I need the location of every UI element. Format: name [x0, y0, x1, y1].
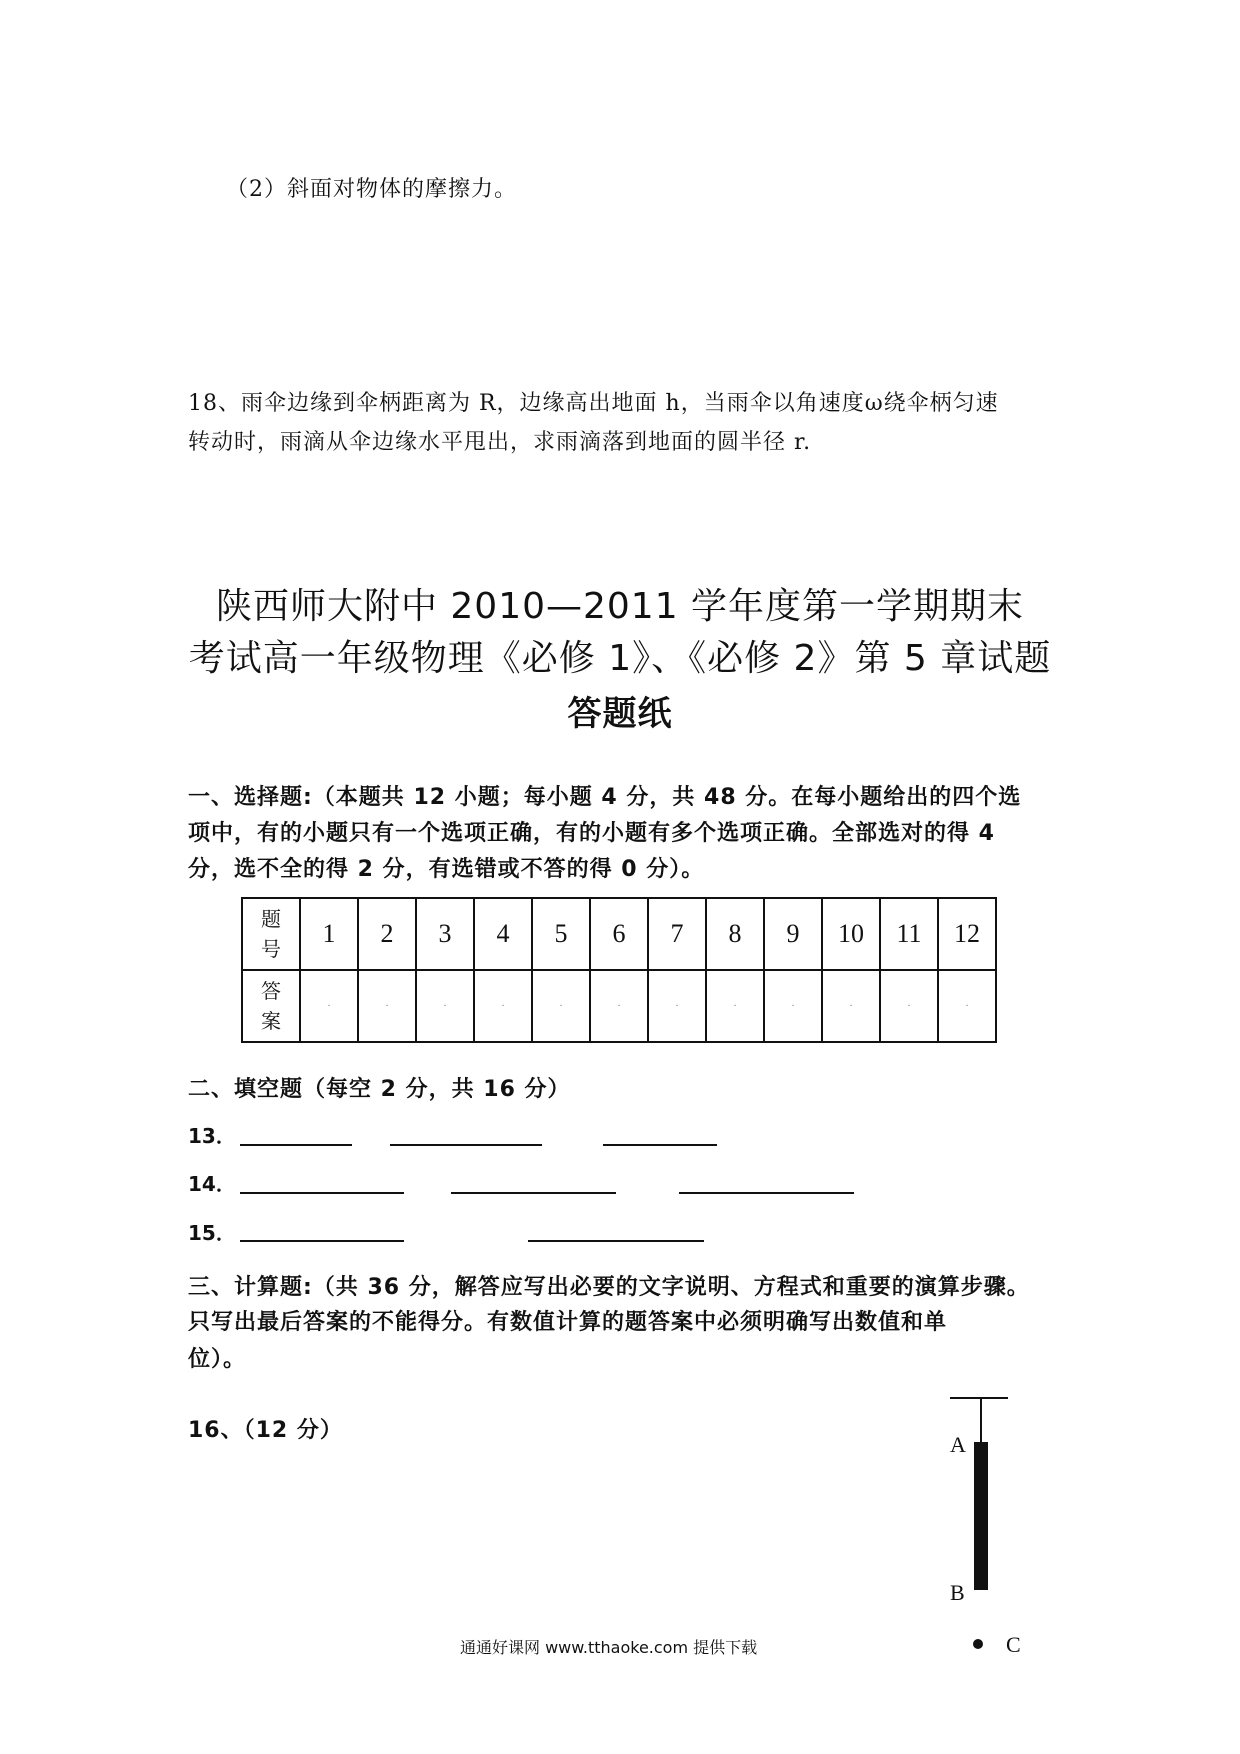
- question-number-cell: 2: [358, 898, 416, 970]
- q15-blank-2[interactable]: [528, 1240, 704, 1242]
- q14-blank-3[interactable]: [679, 1192, 854, 1194]
- footer-source: 通通好课网 www.tthaoke.com 提供下载: [460, 1638, 758, 1657]
- answer-cell[interactable]: ·: [590, 970, 648, 1042]
- answer-cell[interactable]: ·: [474, 970, 532, 1042]
- section3-line3: 位）。: [188, 1347, 247, 1372]
- q14-label: 14．: [188, 1172, 236, 1196]
- question-number-cell: 1: [300, 898, 358, 970]
- section3-line1: 三、计算题:（共 36 分，解答应写出必要的文字说明、方程式和重要的演算步骤。: [188, 1275, 1030, 1300]
- answer-cell[interactable]: ·: [358, 970, 416, 1042]
- q13-blank-3[interactable]: [603, 1144, 717, 1146]
- answer-grid-answer-row: [242, 970, 996, 1042]
- q16-heading: 16、（12 分）: [188, 1418, 343, 1443]
- section2-heading: 二、填空题（每空 2 分，共 16 分）: [188, 1077, 571, 1102]
- answer-cell[interactable]: ·: [416, 970, 474, 1042]
- q13-blank-1[interactable]: [240, 1144, 352, 1146]
- q13-blank-2[interactable]: [390, 1144, 542, 1146]
- answer-cell[interactable]: ·: [938, 970, 996, 1042]
- q15-blank-1[interactable]: [240, 1240, 404, 1242]
- label-c: C: [1006, 1632, 1021, 1657]
- question-number-cell: 11: [880, 898, 938, 970]
- question-number-cell: 4: [474, 898, 532, 970]
- label-b: B: [950, 1580, 965, 1605]
- answer-cell[interactable]: ·: [300, 970, 358, 1042]
- q17-part2: （2）斜面对物体的摩擦力。: [226, 177, 517, 202]
- answer-grid: [241, 897, 997, 1043]
- question-number-cell: 9: [764, 898, 822, 970]
- answer-cell[interactable]: ·: [706, 970, 764, 1042]
- q13-label: 13．: [188, 1124, 236, 1148]
- answer-grid-number-row: [242, 898, 996, 970]
- section1-line1: 一、选择题:（本题共 12 小题；每小题 4 分，共 48 分。在每小题给出的四个选: [188, 785, 1022, 810]
- answer-cell[interactable]: ·: [764, 970, 822, 1042]
- question-number-cell: 3: [416, 898, 474, 970]
- q14-blank-1[interactable]: [240, 1192, 404, 1194]
- section1-line2: 项中，有的小题只有一个选项正确，有的小题有多个选项正确。全部选对的得 4: [188, 821, 995, 846]
- title-line2: 考试高一年级物理《必修 1》、《必修 2》第 5 章试题: [188, 638, 1052, 679]
- question-number-cell: 6: [590, 898, 648, 970]
- question-number-cell: 10: [822, 898, 880, 970]
- row-header-answer: 答案: [242, 970, 300, 1042]
- section3-line2: 只写出最后答案的不能得分。有数值计算的题答案中必须明确写出数值和单: [188, 1310, 948, 1335]
- row-header-question-number: 题号: [242, 898, 300, 970]
- answer-cell[interactable]: ·: [880, 970, 938, 1042]
- rod-ab: [974, 1442, 988, 1590]
- title-answer-sheet: 答题纸: [567, 694, 673, 734]
- question-number-cell: 8: [706, 898, 764, 970]
- q14-blank-2[interactable]: [451, 1192, 616, 1194]
- answer-cell[interactable]: ·: [532, 970, 590, 1042]
- answer-cell[interactable]: ·: [822, 970, 880, 1042]
- q15-label: 15．: [188, 1221, 236, 1245]
- answer-cell[interactable]: ·: [648, 970, 706, 1042]
- label-a: A: [950, 1432, 966, 1457]
- q18-line2: 转动时，雨滴从伞边缘水平甩出，求雨滴落到地面的圆半径 r.: [188, 430, 812, 455]
- title-line1: 陕西师大附中 2010—2011 学年度第一学期期末: [215, 586, 1025, 627]
- q18-line1: 18、雨伞边缘到伞柄距离为 R，边缘高出地面 h，当雨伞以角速度ω绕伞柄匀速: [188, 391, 999, 416]
- question-number-cell: 7: [648, 898, 706, 970]
- point-c-dot: [973, 1639, 983, 1649]
- question-number-cell: 5: [532, 898, 590, 970]
- section1-line3: 分，选不全的得 2 分，有选错或不答的得 0 分）。: [188, 857, 705, 882]
- question-number-cell: 12: [938, 898, 996, 970]
- rod-figure: [930, 1390, 1040, 1660]
